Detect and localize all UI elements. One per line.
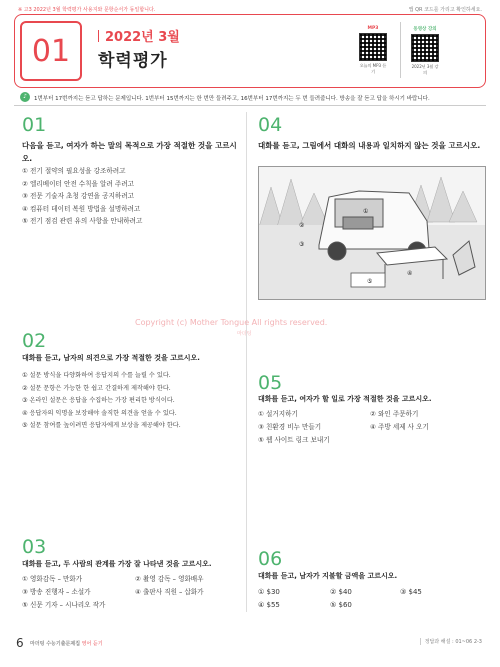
qr-note: 앱 QR 코드를 가리고 확인하세요. <box>408 7 482 13</box>
option[interactable]: ④ 응답자의 익명을 보장해야 솔직한 의견을 얻을 수 있다. <box>22 409 177 417</box>
svg-text:②: ② <box>299 222 305 229</box>
footer-book: 마더텅 수능기출문제집 영어 듣기 <box>30 641 103 647</box>
svg-text:①: ① <box>363 208 369 215</box>
exam-title: 학력평가 <box>98 51 168 71</box>
qr-code-icon <box>411 34 439 62</box>
option[interactable]: ② $40 <box>330 588 352 596</box>
question-number: 04 <box>258 114 283 136</box>
option[interactable]: ② 촬영 감독 – 영화배우 <box>135 575 204 583</box>
svg-text:③: ③ <box>299 241 305 248</box>
svg-text:⑤: ⑤ <box>367 278 373 285</box>
scene-illustration <box>258 166 486 300</box>
option[interactable]: ④ 컴퓨터 데이터 복원 방법을 설명하려고 <box>22 204 141 213</box>
page-number: 6 <box>16 636 24 650</box>
option[interactable]: ⑤ 웹 사이트 링크 보내기 <box>258 436 330 444</box>
qr-video[interactable]: 동영상 강의 2022년 3월 강의 <box>411 27 439 75</box>
qr-mp3[interactable]: MP3 오늘의 MP3 듣기 <box>359 26 387 74</box>
question-number: 01 <box>22 114 47 136</box>
option[interactable]: ① 설문 방식을 다양화하여 응답지의 수를 늘릴 수 있다. <box>22 372 171 379</box>
option[interactable]: ② 엘리베이터 안전 수칙을 알려 주려고 <box>22 179 134 188</box>
unit-number: 01 <box>20 21 82 81</box>
question-number: 06 <box>258 548 283 570</box>
option[interactable]: ① 영화감독 – 만화가 <box>22 575 83 583</box>
option[interactable]: ⑤ 전기 점검 관련 유의 사항을 안내하려고 <box>22 217 143 225</box>
option[interactable]: ⑤ 신문 기자 – 시나리오 작가 <box>22 601 106 609</box>
camping-scene-image <box>259 167 485 299</box>
option[interactable]: ④ 주방 세제 사 오기 <box>370 423 429 431</box>
instructions: 1번부터 17번까지는 듣고 답하는 문제입니다. 1번부터 15번까지는 한 번만 들려주고, 16번부터 17번까지는 두 번 들려줍니다. 방송을 잘 듣고 답을 하시기 바랍니다. <box>34 96 430 102</box>
option[interactable]: ① $30 <box>258 588 280 596</box>
question-text: 대화를 듣고, 두 사람의 관계를 가장 잘 나타낸 것을 고르시오. <box>22 560 212 568</box>
option[interactable]: ④ 출판사 직원 – 삽화가 <box>135 588 204 596</box>
option[interactable]: ② 와인 주문하기 <box>370 410 419 418</box>
watermark: Copyright (c) Mother Tongue All rights reserved. <box>135 318 328 327</box>
option[interactable]: ③ $45 <box>400 588 422 596</box>
qr-code-icon <box>359 33 387 61</box>
option[interactable]: ⑤ 설문 참여를 높이려면 응답자에게 보상을 제공해야 한다. <box>22 422 181 429</box>
question-number: 03 <box>22 536 47 558</box>
top-note: ※ 고3 2022년 3월 학력평가 사용지와 문항순서가 동일합니다. <box>18 7 156 13</box>
question-text: 다음을 듣고, 여자가 하는 말의 목적으로 가장 적절한 것을 고르시오. <box>22 141 237 163</box>
question-text: 대화를 듣고, 여자가 할 일로 가장 적절한 것을 고르시오. <box>258 395 432 403</box>
svg-text:④: ④ <box>407 270 413 277</box>
option[interactable]: ③ 전문 기술자 초청 강연을 공지하려고 <box>22 192 134 200</box>
options-list <box>22 370 181 433</box>
question-number: 02 <box>22 330 47 352</box>
question-text: 대화를 듣고, 그림에서 대화의 내용과 일치하지 않는 것을 고르시오. <box>258 141 481 150</box>
qr-divider <box>400 22 401 78</box>
listening-icon: ♪ <box>20 92 30 102</box>
question-text: 대화를 듣고, 남자가 지불할 금액을 고르시오. <box>258 572 398 580</box>
option[interactable]: ④ $55 <box>258 601 280 609</box>
watermark-logo: 마더텅 <box>237 331 252 337</box>
option[interactable]: ③ 친환경 비누 만들기 <box>258 423 322 431</box>
option[interactable]: ① 전기 절약의 필요성을 강조하려고 <box>22 167 126 175</box>
question-number: 05 <box>258 372 283 394</box>
divider <box>14 105 486 106</box>
answer-ref: 정답과 해설 : 01~06 2-3 <box>420 638 482 645</box>
option[interactable]: ③ 온라인 설문은 응답을 수집하는 가장 편리한 방식이다. <box>22 397 175 404</box>
option[interactable]: ② 설문 문항은 가능한 한 쉽고 간결하게 제작해야 한다. <box>22 384 171 392</box>
option[interactable]: ① 설거지하기 <box>258 410 298 418</box>
column-divider <box>246 112 247 612</box>
exam-date: 2022년 3월 <box>98 26 180 45</box>
option[interactable]: ⑤ $60 <box>330 601 352 609</box>
options-list <box>22 165 142 228</box>
option[interactable]: ③ 방송 진행자 – 소설가 <box>22 588 91 596</box>
question-text: 대화를 듣고, 남자의 의견으로 가장 적절한 것을 고르시오. <box>22 354 200 362</box>
